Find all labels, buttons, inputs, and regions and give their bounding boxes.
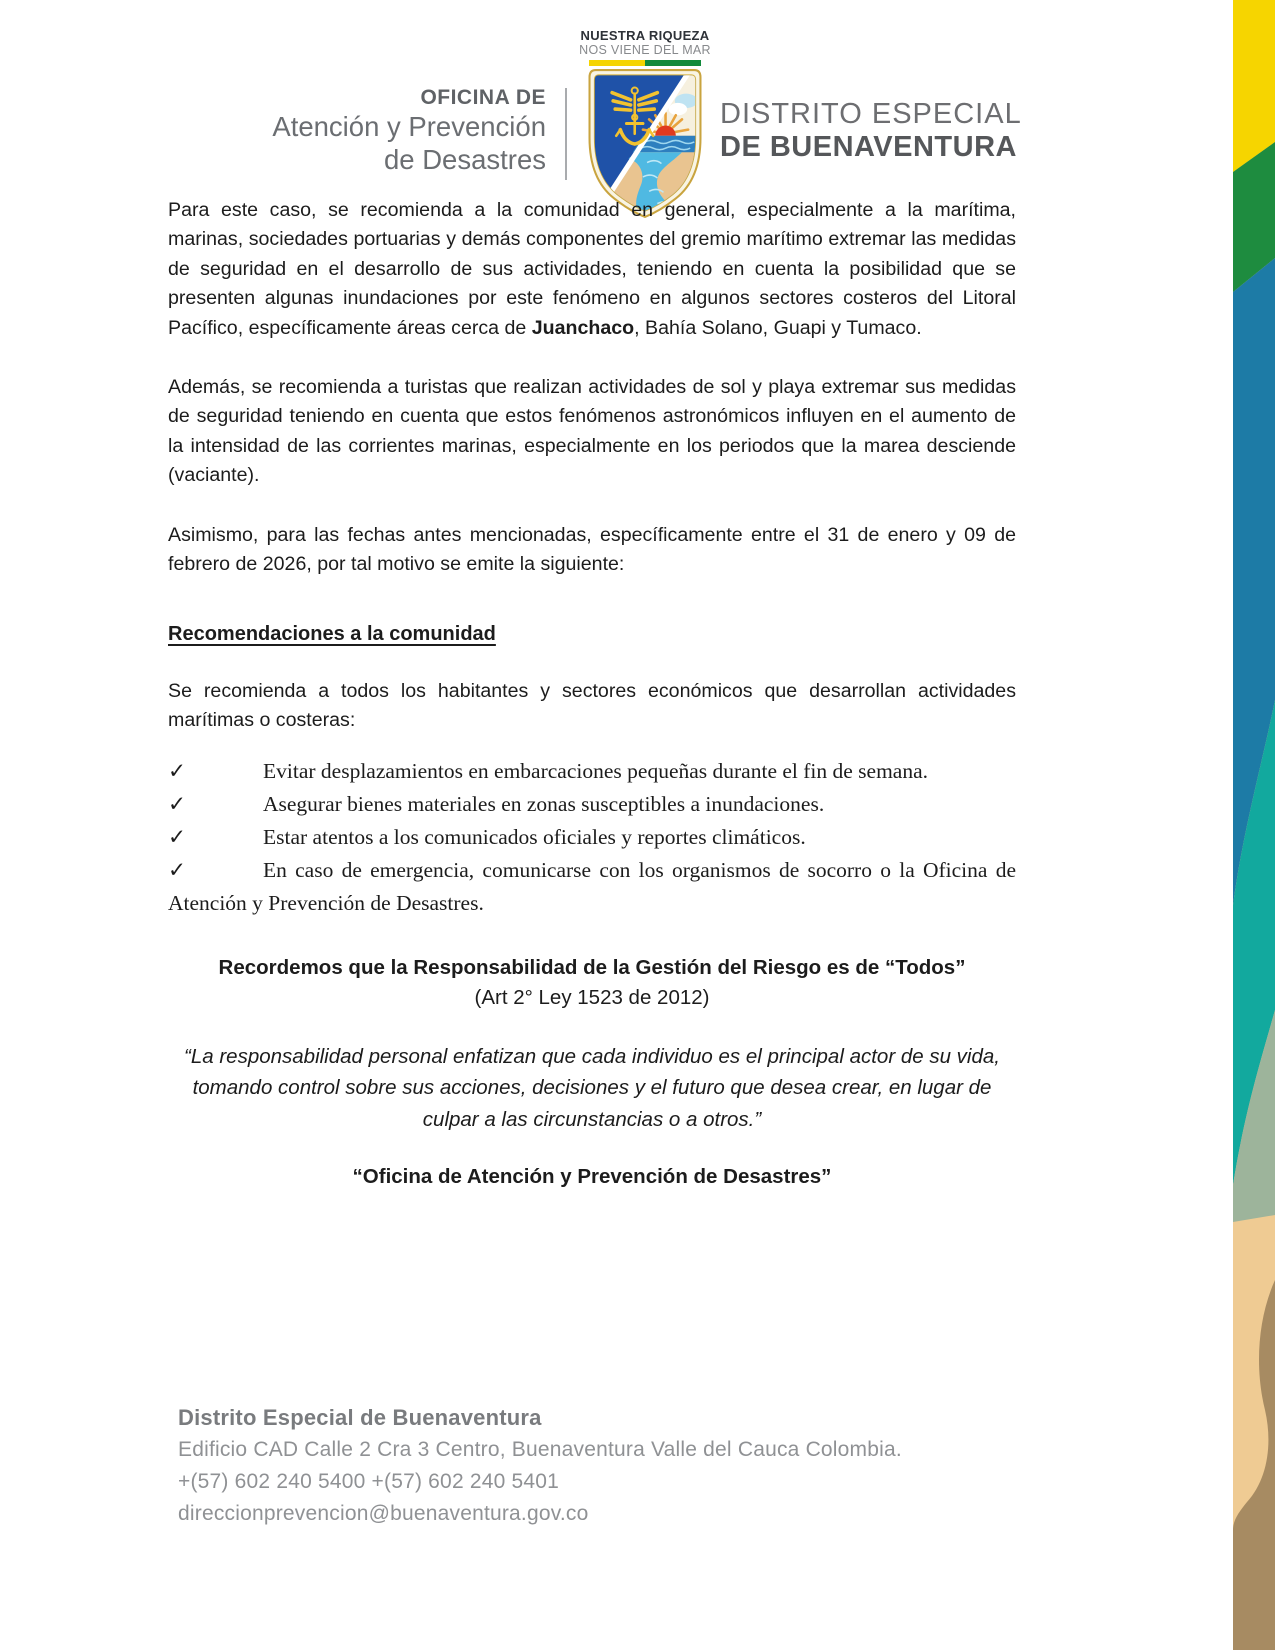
list-item bbox=[168, 821, 1016, 854]
recommendations-list bbox=[168, 755, 1016, 920]
decorative-side-stripe bbox=[1233, 0, 1275, 1650]
footer-contact-block bbox=[178, 1402, 902, 1530]
paragraph1-text: Para este caso, se recomienda a la comunidad en general, especialmente a la marítima, marinas, sociedades portuarias y demás componentes del gremio marítimo extremar las medidas de seguridad en el desarrollo de sus actividades, teniendo en cuenta la posibilidad que se presenten algunas inundaciones por este fenómeno en algunos sectores costeros del Litoral Pacífico, específicamente áreas cerca de bbox=[168, 199, 1016, 339]
list-item bbox=[168, 854, 1016, 920]
list-item-text: Estar atentos a los comunicados oficiales y reportes climáticos. bbox=[263, 824, 806, 849]
check-icon: ✓ bbox=[168, 791, 187, 816]
district-title-block bbox=[720, 98, 1022, 164]
personal-responsibility-quote: “La responsabilidad personal enfatizan que cada individuo es el principal actor de su vida, tomando control sobre sus acciones, decisiones y el futuro que desea crear, en lugar de culpar a las circunstancias o a otros.” bbox=[184, 1044, 1000, 1131]
footer-email: direccionprevencion@buenaventura.gov.co bbox=[178, 1502, 589, 1525]
office-title-line1: Atención y Prevención bbox=[272, 111, 546, 142]
check-icon: ✓ bbox=[168, 824, 187, 849]
paragraph-dates: Asimismo, para las fechas antes mencionadas, específicamente entre el 31 de enero y 09 de febrero de 2026, por tal motivo se emite la siguiente: bbox=[168, 523, 1016, 576]
office-title-block bbox=[150, 86, 546, 176]
footer-phones: +(57) 602 240 5400 +(57) 602 240 5401 bbox=[178, 1470, 560, 1493]
list-item-text: Evitar desplazamientos en embarcaciones pequeñas durante el fin de semana. bbox=[263, 758, 929, 783]
coat-of-arms-block bbox=[572, 28, 718, 218]
motto-color-bar bbox=[589, 60, 701, 66]
office-title-line2: de Desastres bbox=[383, 144, 546, 175]
paragraph1-bold-juanchaco: Juanchaco bbox=[531, 316, 635, 339]
paragraph-tourists: Además, se recomienda a turistas que realizan actividades de sol y playa extremar sus medidas de seguridad teniendo en cuenta que estos fenómenos astronómicos influyen en el aumento de la intensidad de las corrientes marinas, especialmente en los periodos que la marea desciende (vaciante). bbox=[168, 376, 1016, 487]
law-reference: (Art 2° Ley 1523 de 2012) bbox=[474, 986, 710, 1010]
check-icon: ✓ bbox=[168, 758, 187, 783]
office-signature: “Oficina de Atención y Prevención de Desastres” bbox=[352, 1165, 832, 1189]
header-divider bbox=[565, 88, 567, 180]
district-title-line2: DE BUENAVENTURA bbox=[720, 131, 1017, 163]
footer-address: Edificio CAD Calle 2 Cra 3 Centro, Buenaventura Valle del Cauca Colombia. bbox=[178, 1438, 902, 1461]
motto-bar-green bbox=[645, 60, 701, 66]
footer-title: Distrito Especial de Buenaventura bbox=[178, 1405, 542, 1430]
list-item-text: En caso de emergencia, comunicarse con los organismos de socorro o la Oficina de Atención y Prevención de Desastres. bbox=[168, 857, 1016, 915]
paragraph-residents: Se recomienda a todos los habitantes y sectores económicos que desarrollan actividades marítimas o costeras: bbox=[168, 679, 1016, 732]
motto-line1: NUESTRA RIQUEZA bbox=[580, 28, 710, 43]
motto-bar-yellow bbox=[589, 60, 645, 66]
district-title-line1: DISTRITO ESPECIAL bbox=[720, 98, 1022, 130]
list-item-text: Asegurar bienes materiales en zonas susceptibles a inundaciones. bbox=[263, 791, 825, 816]
responsibility-statement: Recordemos que la Responsabilidad de la Gestión del Riesgo es de “Todos” bbox=[218, 955, 966, 979]
paragraph-recommendation-community bbox=[168, 196, 1016, 343]
office-title-small: OFICINA DE bbox=[420, 86, 546, 109]
list-item bbox=[168, 755, 1016, 788]
check-icon: ✓ bbox=[168, 857, 187, 882]
recommendations-heading: Recomendaciones a la comunidad bbox=[168, 623, 496, 646]
document-body bbox=[168, 196, 1016, 1192]
list-item bbox=[168, 788, 1016, 821]
motto-line2: NOS VIENE DEL MAR bbox=[579, 43, 711, 57]
paragraph1-text-end: , Bahía Solano, Guapi y Tumaco. bbox=[634, 316, 922, 339]
